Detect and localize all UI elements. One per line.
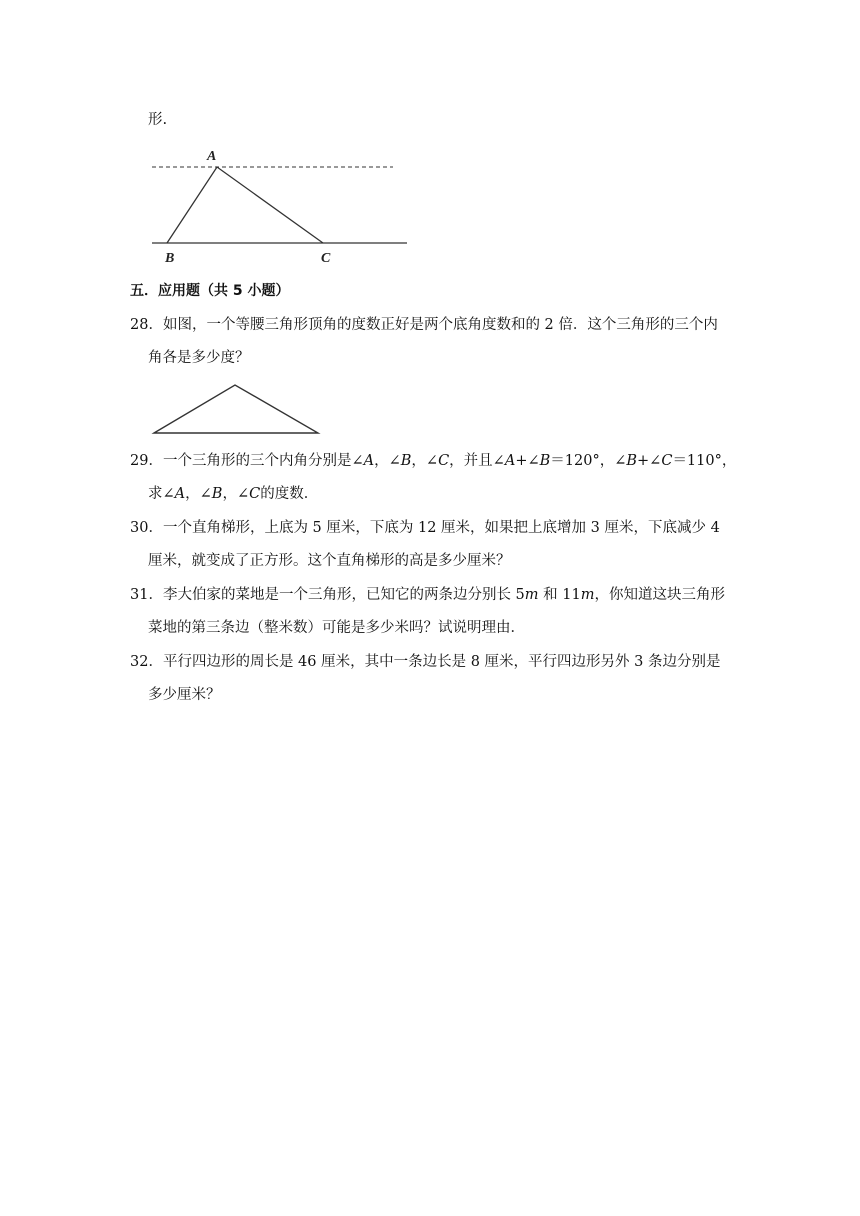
- vertex-label-b: B: [165, 251, 175, 266]
- q32-line2: 多少厘米？: [148, 687, 221, 703]
- continuation-text: 形.: [148, 112, 168, 128]
- isosceles-triangle: [154, 385, 318, 433]
- q28-line1: 28．如图，一个等腰三角形顶角的度数正好是两个底角度数和的 2 倍．这个三角形的三个内: [130, 317, 718, 333]
- q31-line2: 菜地的第三条边（整米数）可能是多少米吗？试说明理由．: [148, 620, 525, 636]
- vertex-label-c: C: [321, 251, 331, 266]
- isosceles-triangle-figure: [148, 380, 324, 438]
- q28-line2: 角各是多少度？: [148, 350, 250, 366]
- q30-line1: 30．一个直角梯形，上底为 5 厘米，下底为 12 厘米，如果把上底增加 3 厘米，下底减少 4: [130, 520, 720, 536]
- q32-line1: 32．平行四边形的周长是 46 厘米，其中一条边长是 8 厘米，平行四边形另外 3 条边分别是: [130, 654, 721, 670]
- section-title: 五．应用题（共 5 小题）: [130, 283, 290, 299]
- q29-line2: 求∠A，∠B，∠C的度数．: [148, 486, 319, 502]
- triangle-abc-figure: [145, 146, 415, 268]
- triangle-sides: [167, 167, 323, 243]
- q31-line1: 31．李大伯家的菜地是一个三角形，已知它的两条边分别长 5m 和 11m，你知道这块三角形: [130, 587, 725, 603]
- q30-line2: 厘米，就变成了正方形。这个直角梯形的高是多少厘米？: [148, 553, 511, 569]
- q29-line1: 29．一个三角形的三个内角分别是∠A，∠B，∠C，并且∠A+∠B＝120°，∠B+∠C＝110°，: [130, 453, 737, 469]
- vertex-label-a: A: [207, 149, 217, 164]
